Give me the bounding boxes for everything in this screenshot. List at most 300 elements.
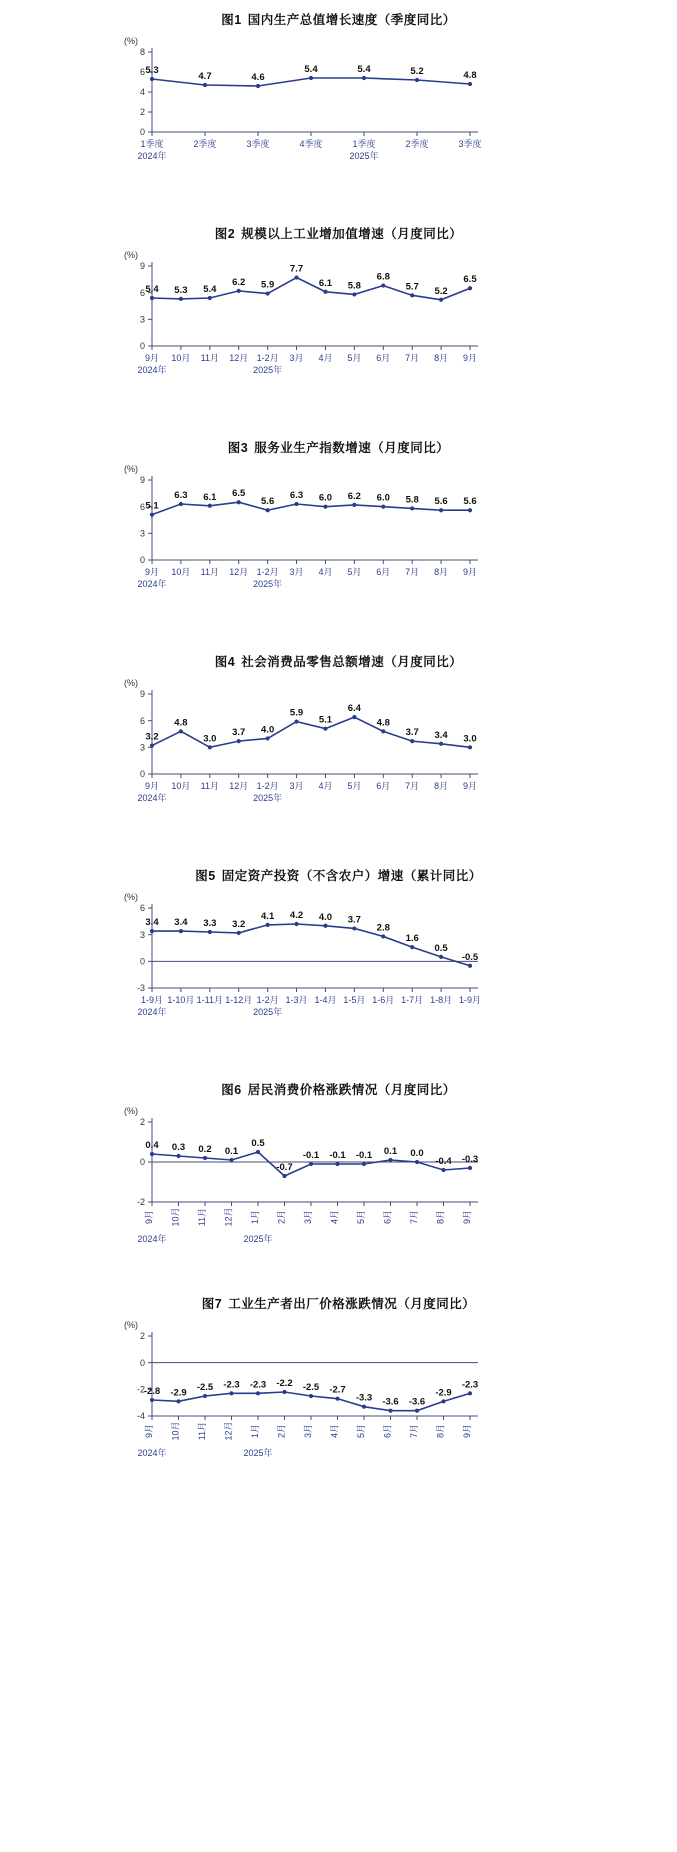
x-tick-label: 3月 xyxy=(289,567,304,577)
x-tick-label: 10月 xyxy=(171,567,191,577)
chart-spacer xyxy=(0,810,677,856)
chart-plot xyxy=(0,884,677,1024)
data-point xyxy=(309,76,313,80)
data-point xyxy=(410,506,414,510)
chart-title xyxy=(0,428,677,456)
data-label: 0.0 xyxy=(410,1148,424,1159)
data-point xyxy=(150,513,154,517)
svg-text:6: 6 xyxy=(139,67,145,78)
data-point xyxy=(150,743,154,747)
chart-spacer xyxy=(0,382,677,428)
chart-block xyxy=(0,856,677,1024)
x-tick-label: 3季度 xyxy=(246,139,270,149)
data-label: 5.6 xyxy=(261,496,275,508)
data-point xyxy=(410,945,414,949)
data-label: -2.9 xyxy=(435,1387,452,1399)
data-point xyxy=(352,503,356,507)
data-label: 5.4 xyxy=(304,64,318,75)
x-tick-label: 9月 xyxy=(144,781,160,791)
x-tick-label: 1-9月 xyxy=(458,995,482,1005)
x-tick-label: 6月 xyxy=(382,1209,393,1225)
data-label: -2.9 xyxy=(170,1387,187,1399)
data-point xyxy=(266,736,270,740)
data-point xyxy=(237,739,241,743)
chart-spacer xyxy=(0,168,677,214)
data-point xyxy=(323,505,327,509)
x-tick-label: 1-3月 xyxy=(285,995,308,1005)
data-label: -2.5 xyxy=(302,1382,320,1393)
chart-title xyxy=(0,642,677,670)
svg-text:6: 6 xyxy=(139,501,145,512)
data-label: -2.2 xyxy=(276,1378,293,1389)
data-point xyxy=(179,502,183,506)
x-tick-label: 2季度 xyxy=(193,139,217,149)
data-point xyxy=(468,82,472,86)
svg-text:-3: -3 xyxy=(136,983,145,994)
x-group-label: 2025年 xyxy=(253,793,283,803)
data-point xyxy=(203,1394,207,1398)
chart-block xyxy=(0,214,677,382)
data-point xyxy=(150,77,154,81)
x-tick-label: 6月 xyxy=(382,1423,393,1439)
data-point xyxy=(208,930,212,934)
data-point xyxy=(381,729,385,733)
data-point xyxy=(362,1162,366,1166)
svg-text:2: 2 xyxy=(139,107,145,118)
x-tick-label: 7月 xyxy=(405,781,420,791)
data-label: 5.8 xyxy=(347,280,361,292)
data-label: 3.0 xyxy=(203,733,217,745)
x-tick-label: 1季度 xyxy=(352,139,376,149)
x-tick-label: 4月 xyxy=(318,781,333,791)
svg-text:4: 4 xyxy=(139,87,145,98)
data-point xyxy=(208,504,212,508)
data-label: 5.4 xyxy=(357,64,371,75)
svg-text:0: 0 xyxy=(139,555,145,566)
x-tick-label: 3月 xyxy=(289,781,304,791)
chart-title xyxy=(0,856,677,884)
chart-title xyxy=(0,214,677,242)
x-tick-label: 5月 xyxy=(347,781,362,791)
svg-text:0: 0 xyxy=(139,1157,145,1168)
data-label: 4.2 xyxy=(289,910,304,921)
data-point xyxy=(150,1398,154,1402)
x-tick-label: 8月 xyxy=(434,353,449,363)
x-tick-label: 1-2月 xyxy=(256,781,279,791)
x-tick-label: 12月 xyxy=(223,1207,234,1227)
data-label: 3.2 xyxy=(145,731,159,743)
data-label: -2.7 xyxy=(329,1384,346,1396)
x-tick-label: 9月 xyxy=(462,353,478,363)
data-label: 3.7 xyxy=(405,727,419,739)
x-tick-label: 12月 xyxy=(223,1421,234,1441)
data-label: 4.1 xyxy=(261,910,275,922)
data-label: 3.4 xyxy=(434,729,448,741)
data-label: 6.2 xyxy=(232,276,246,288)
x-tick-label: 8月 xyxy=(434,781,449,791)
x-tick-label: 3月 xyxy=(303,1423,313,1439)
series-line xyxy=(152,278,470,300)
x-tick-label: 1季度 xyxy=(140,139,164,149)
data-label: -0.4 xyxy=(435,1156,452,1167)
data-point xyxy=(309,1162,313,1166)
data-label: -3.6 xyxy=(408,1396,426,1408)
x-group-label: 2025年 xyxy=(349,151,379,161)
x-tick-label: 1-10月 xyxy=(167,995,195,1005)
data-point xyxy=(203,1156,207,1160)
chart-title-text: 工业生产者出厂价格涨跌情况（月度同比） xyxy=(228,1297,476,1311)
data-point xyxy=(266,923,270,927)
data-point xyxy=(266,508,270,512)
chart-spacer xyxy=(0,1024,677,1070)
data-label: 4.0 xyxy=(318,911,333,923)
data-label: 0.5 xyxy=(434,942,448,954)
x-group-label: 2025年 xyxy=(253,1007,283,1017)
data-label: 3.3 xyxy=(203,918,217,929)
svg-text:9: 9 xyxy=(139,689,145,700)
x-tick-label: 10月 xyxy=(171,781,191,791)
data-label: 5.9 xyxy=(261,279,275,291)
x-tick-label: 8月 xyxy=(435,1423,446,1439)
data-point xyxy=(150,296,154,300)
chart-title-text: 固定资产投资（不含农户）增速（累计同比） xyxy=(221,869,482,883)
data-label: 3.2 xyxy=(232,918,246,930)
chart-plot xyxy=(0,1312,677,1458)
y-axis-unit: (%) xyxy=(124,36,138,46)
x-tick-label: 9月 xyxy=(462,781,478,791)
x-tick-label: 11月 xyxy=(197,1421,207,1441)
x-tick-label: 5月 xyxy=(356,1423,366,1439)
svg-text:-4: -4 xyxy=(136,1411,145,1422)
y-axis-unit: (%) xyxy=(124,464,138,474)
x-group-label: 2024年 xyxy=(137,793,167,803)
chart-index-label: 图4 xyxy=(214,655,236,669)
x-tick-label: 6月 xyxy=(376,781,391,791)
data-point xyxy=(323,924,327,928)
data-label: 4.8 xyxy=(376,717,390,729)
data-label: 4.8 xyxy=(174,717,188,729)
chart-block xyxy=(0,0,677,168)
data-point xyxy=(176,1154,180,1158)
series-line xyxy=(152,714,470,747)
x-tick-label: 8月 xyxy=(435,1209,446,1225)
x-tick-label: 2月 xyxy=(276,1423,287,1439)
data-label: 6.4 xyxy=(347,703,361,715)
data-label: 5.1 xyxy=(145,500,159,512)
x-group-label: 2024年 xyxy=(137,151,167,161)
data-point xyxy=(468,508,472,512)
x-tick-label: 10月 xyxy=(170,1207,181,1227)
x-tick-label: 9月 xyxy=(144,567,160,577)
data-label: -2.3 xyxy=(223,1379,240,1391)
x-group-label: 2024年 xyxy=(137,365,167,375)
svg-text:0: 0 xyxy=(139,1357,145,1368)
x-tick-label: 4月 xyxy=(318,567,333,577)
x-group-label: 2024年 xyxy=(137,1234,167,1244)
chart-title-text: 规模以上工业增加值增速（月度同比） xyxy=(241,227,463,241)
x-tick-label: 1-4月 xyxy=(314,995,337,1005)
x-tick-label: 10月 xyxy=(171,353,191,363)
svg-text:2: 2 xyxy=(139,1331,145,1342)
chart-block xyxy=(0,428,677,596)
chart-plot xyxy=(0,28,677,168)
x-tick-label: 12月 xyxy=(229,567,249,577)
chart-plot xyxy=(0,670,677,810)
x-tick-label: 7月 xyxy=(405,353,420,363)
data-label: 0.1 xyxy=(224,1146,239,1157)
chart-index-label: 图6 xyxy=(221,1083,242,1097)
data-label: 3.7 xyxy=(232,727,246,739)
chart-spacer xyxy=(0,596,677,642)
x-tick-label: 7月 xyxy=(405,567,420,577)
data-point xyxy=(282,1390,286,1394)
data-point xyxy=(441,1399,445,1403)
data-label: 5.4 xyxy=(145,284,159,295)
data-label: 3.7 xyxy=(347,914,361,926)
data-point xyxy=(266,291,270,295)
svg-text:0: 0 xyxy=(139,127,145,138)
svg-text:0: 0 xyxy=(139,341,145,352)
data-label: 5.9 xyxy=(289,707,304,719)
data-point xyxy=(229,1391,233,1395)
x-tick-label: 1-2月 xyxy=(256,353,279,363)
data-point xyxy=(282,1174,286,1178)
x-tick-label: 9月 xyxy=(144,1423,154,1439)
data-label: 6.0 xyxy=(376,492,390,504)
chart-svg xyxy=(0,456,677,596)
data-point xyxy=(294,275,298,279)
x-tick-label: 1-6月 xyxy=(372,995,395,1005)
data-point xyxy=(441,1168,445,1172)
data-label: -2.3 xyxy=(249,1379,267,1391)
x-tick-label: 9月 xyxy=(462,567,478,577)
x-tick-label: 1月 xyxy=(250,1209,260,1225)
data-point xyxy=(468,1166,472,1170)
data-label: -0.7 xyxy=(276,1162,293,1173)
x-group-label: 2024年 xyxy=(137,579,167,589)
x-tick-label: 5月 xyxy=(347,353,362,363)
y-axis-unit: (%) xyxy=(124,1320,138,1330)
data-label: 6.1 xyxy=(203,491,217,503)
data-point xyxy=(352,926,356,930)
x-tick-label: 1-2月 xyxy=(256,995,279,1005)
data-label: -2.8 xyxy=(143,1386,161,1397)
x-tick-label: 12月 xyxy=(229,353,249,363)
data-label: 6.8 xyxy=(376,271,390,283)
data-label: 0.4 xyxy=(145,1140,159,1151)
x-tick-label: 2季度 xyxy=(405,139,429,149)
series-line xyxy=(152,502,470,514)
x-tick-label: 1-7月 xyxy=(401,995,424,1005)
data-label: 5.1 xyxy=(318,714,333,726)
chart-index-label: 图5 xyxy=(195,869,216,883)
data-point xyxy=(323,727,327,731)
data-point xyxy=(468,964,472,968)
y-axis-unit: (%) xyxy=(124,250,138,260)
x-group-label: 2025年 xyxy=(253,579,283,589)
chart-spacer xyxy=(0,1238,677,1284)
data-label: 6.5 xyxy=(232,488,246,500)
x-tick-label: 4月 xyxy=(318,353,333,363)
svg-text:2: 2 xyxy=(139,1117,145,1128)
chart-title xyxy=(0,1284,677,1312)
data-label: 0.3 xyxy=(171,1142,186,1153)
x-group-label: 2025年 xyxy=(253,365,283,375)
data-point xyxy=(362,1405,366,1409)
data-point xyxy=(381,505,385,509)
data-label: 3.4 xyxy=(145,917,159,929)
x-tick-label: 1-11月 xyxy=(196,995,223,1005)
data-label: 5.3 xyxy=(145,65,159,76)
data-point xyxy=(150,929,154,933)
data-label: 0.1 xyxy=(383,1146,398,1157)
data-label: -0.1 xyxy=(329,1150,346,1161)
x-tick-label: 2月 xyxy=(276,1209,287,1225)
chart-index-label: 图3 xyxy=(227,441,249,455)
data-label: 4.8 xyxy=(463,70,477,81)
data-point xyxy=(237,289,241,293)
data-label: -0.1 xyxy=(355,1150,373,1161)
data-label: -3.6 xyxy=(382,1396,399,1408)
data-label: -3.3 xyxy=(355,1392,373,1404)
data-label: 3.4 xyxy=(174,917,188,929)
data-point xyxy=(179,297,183,301)
chart-svg xyxy=(0,1312,677,1458)
data-point xyxy=(323,290,327,294)
y-axis-unit: (%) xyxy=(124,892,138,902)
chart-index-label: 图2 xyxy=(214,227,236,241)
svg-text:8: 8 xyxy=(139,47,145,58)
data-label: 5.8 xyxy=(405,494,419,506)
svg-text:3: 3 xyxy=(139,742,145,753)
data-label: 6.3 xyxy=(289,490,304,501)
x-group-label: 2025年 xyxy=(243,1448,273,1458)
x-tick-label: 3季度 xyxy=(458,139,482,149)
data-point xyxy=(468,745,472,749)
data-point xyxy=(415,78,419,82)
svg-text:6: 6 xyxy=(139,715,145,726)
svg-text:3: 3 xyxy=(139,528,145,539)
data-point xyxy=(229,1158,233,1162)
data-label: 7.7 xyxy=(289,263,304,275)
x-tick-label: 11月 xyxy=(200,567,219,577)
x-tick-label: 3月 xyxy=(289,353,304,363)
x-tick-label: 6月 xyxy=(376,353,391,363)
y-axis-unit: (%) xyxy=(124,1106,138,1116)
chart-title xyxy=(0,0,677,28)
data-label: -2.5 xyxy=(196,1382,214,1393)
data-point xyxy=(294,719,298,723)
chart-index-label: 图1 xyxy=(221,13,242,27)
data-point xyxy=(352,292,356,296)
data-label: 5.7 xyxy=(405,281,419,293)
chart-plot xyxy=(0,1098,677,1244)
x-tick-label: 10月 xyxy=(170,1421,181,1441)
chart-plot xyxy=(0,242,677,382)
chart-plot xyxy=(0,456,677,596)
x-tick-label: 4季度 xyxy=(299,139,323,149)
x-tick-label: 7月 xyxy=(409,1209,419,1225)
data-point xyxy=(150,1152,154,1156)
x-tick-label: 8月 xyxy=(434,567,449,577)
data-label: 3.0 xyxy=(463,733,477,745)
data-label: 4.7 xyxy=(198,71,212,82)
x-tick-label: 1月 xyxy=(250,1423,260,1439)
chart-title-text: 国内生产总值增长速度（季度同比） xyxy=(247,13,456,27)
x-tick-label: 1-5月 xyxy=(343,995,366,1005)
svg-text:0: 0 xyxy=(139,956,145,967)
x-tick-label: 5月 xyxy=(347,567,362,577)
x-tick-label: 4月 xyxy=(329,1209,340,1225)
chart-title-text: 社会消费品零售总额增速（月度同比） xyxy=(241,655,463,669)
data-point xyxy=(388,1409,392,1413)
data-point xyxy=(309,1394,313,1398)
data-label: 0.5 xyxy=(251,1138,265,1149)
data-label: 0.2 xyxy=(198,1144,212,1155)
svg-text:0: 0 xyxy=(139,769,145,780)
data-point xyxy=(237,931,241,935)
data-point xyxy=(410,293,414,297)
x-tick-label: 12月 xyxy=(229,781,249,791)
data-point xyxy=(179,929,183,933)
data-label: 5.3 xyxy=(174,284,188,296)
data-point xyxy=(381,934,385,938)
data-point xyxy=(179,729,183,733)
svg-text:3: 3 xyxy=(139,314,145,325)
data-point xyxy=(352,715,356,719)
chart-title-text: 服务业生产指数增速（月度同比） xyxy=(254,441,450,455)
chart-block xyxy=(0,642,677,810)
data-label: 2.8 xyxy=(376,922,390,934)
x-tick-label: 11月 xyxy=(200,353,219,363)
x-tick-label: 9月 xyxy=(462,1209,472,1225)
x-tick-label: 1-12月 xyxy=(225,995,253,1005)
chart-title xyxy=(0,1070,677,1098)
chart-svg xyxy=(0,1098,677,1244)
svg-text:9: 9 xyxy=(139,261,145,272)
data-label: -0.3 xyxy=(461,1154,479,1165)
x-tick-label: 11月 xyxy=(200,781,219,791)
data-point xyxy=(410,739,414,743)
data-label: 6.1 xyxy=(318,277,333,289)
data-point xyxy=(439,298,443,302)
svg-text:6: 6 xyxy=(139,903,145,914)
x-tick-label: 9月 xyxy=(144,353,160,363)
data-point xyxy=(176,1399,180,1403)
data-label: -2.3 xyxy=(461,1379,479,1391)
y-axis-unit: (%) xyxy=(124,678,138,688)
data-point xyxy=(237,500,241,504)
data-point xyxy=(208,296,212,300)
chart-title-text: 居民消费价格涨跌情况（月度同比） xyxy=(247,1083,456,1097)
data-label: 5.6 xyxy=(434,496,448,508)
data-point xyxy=(468,286,472,290)
chart-block xyxy=(0,1070,677,1244)
x-tick-label: 9月 xyxy=(144,1209,154,1225)
x-tick-label: 1-9月 xyxy=(140,995,164,1005)
data-point xyxy=(203,83,207,87)
data-label: 5.6 xyxy=(463,496,477,508)
data-label: 5.2 xyxy=(434,285,448,297)
chart-svg xyxy=(0,28,677,168)
svg-text:-2: -2 xyxy=(136,1197,145,1208)
data-point xyxy=(294,502,298,506)
data-point xyxy=(208,745,212,749)
x-tick-label: 6月 xyxy=(376,567,391,577)
chart-svg xyxy=(0,884,677,1024)
data-point xyxy=(439,742,443,746)
data-point xyxy=(256,1391,260,1395)
